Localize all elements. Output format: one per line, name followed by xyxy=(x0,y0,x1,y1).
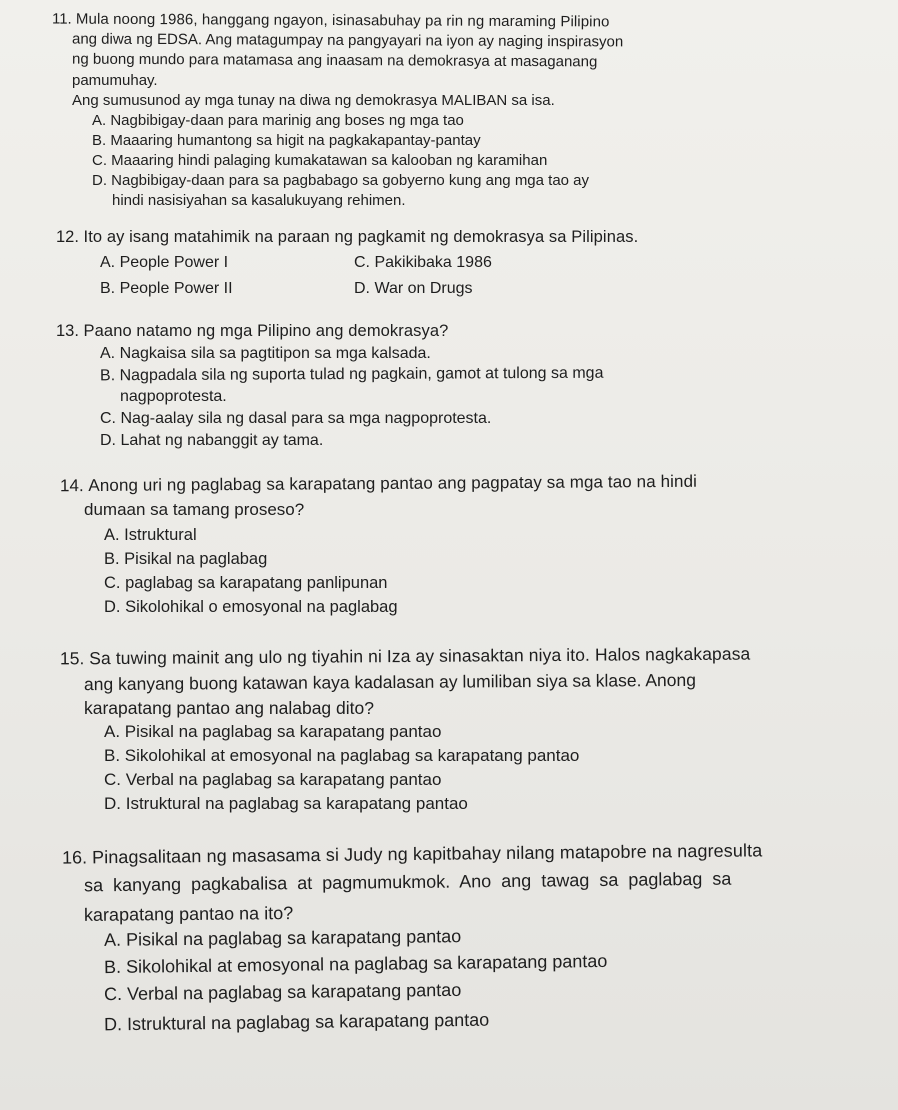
answer-option: B. Pisikal na paglabag xyxy=(104,550,268,568)
question-15-line-1 xyxy=(60,644,750,670)
answer-option: D. Lahat ng nabanggit ay tama. xyxy=(100,432,324,449)
answer-option: B. Sikolohikal at emosyonal na paglabag sa karapatang pantao xyxy=(104,746,580,765)
question-stem: karapatang pantao ang nalabag dito? xyxy=(84,698,374,718)
question-stem: karapatang pantao na ito? xyxy=(83,903,294,925)
question-stem: ng buong mundo para matamasa ang inaasam na demokrasya at masaganang xyxy=(71,50,598,71)
question-stem: Paano natamo ng mga Pilipino ang demokrasya? xyxy=(83,322,449,340)
answer-option: C. Maaaring hindi palaging kumakatawan sa kalooban ng karamihan xyxy=(92,152,548,169)
answer-option-continued: nagpoprotesta. xyxy=(120,388,227,405)
question-stem: Sa tuwing mainit ang ulo ng tiyahin ni Iza ay sinasaktan niya ito. Halos nagkakapasa xyxy=(89,643,751,669)
question-number: 16. xyxy=(61,847,88,868)
question-number: 11. xyxy=(51,10,72,28)
question-number: 13. xyxy=(56,322,79,340)
question-stem: ang kanyang buong katawan kaya kadalasan ay lumiliban siya sa klase. Anong xyxy=(83,669,696,695)
answer-option: A. Istruktural xyxy=(104,526,197,544)
question-13-line-1 xyxy=(56,322,448,341)
question-stem: Anong uri ng paglabag sa karapatang pantao ang pagpatay sa mga tao na hindi xyxy=(88,471,698,496)
answer-option: B. Nagpadala sila ng suporta tulad ng pagkain, gamot at tulong sa mga xyxy=(99,364,604,385)
answer-option: D. Istruktural na paglabag sa karapatang pantao xyxy=(103,1009,490,1035)
question-stem: Ang sumusunod ay mga tunay na diwa ng demokrasya MALIBAN sa isa. xyxy=(72,92,555,109)
answer-option: A. Pisikal na paglabag sa karapatang pantao xyxy=(103,926,462,950)
answer-option: A. Nagkaisa sila sa pagtitipon sa mga kalsada. xyxy=(100,345,431,362)
question-stem: dumaan sa tamang proseso? xyxy=(84,500,305,519)
answer-option: D. War on Drugs xyxy=(354,280,473,297)
question-stem: Ito ay isang matahimik na paraan ng pagkamit ng demokrasya sa Pilipinas. xyxy=(83,228,639,246)
question-14-line-1 xyxy=(60,472,697,496)
question-stem: Pinagsalitaan ng masasama si Judy ng kapitbahay nilang matapobre na nagresulta xyxy=(91,840,763,868)
answer-option: B. Maaaring humantong sa higit na pagkakapantay-pantay xyxy=(92,132,481,149)
answer-option: D. Istruktural na paglabag sa karapatang pantao xyxy=(104,794,468,813)
question-stem: sa kanyang pagkabalisa at pagmumukmok. Ano ang tawag sa paglabag sa xyxy=(83,868,732,896)
question-stem: Mula noong 1986, hanggang ngayon, isinasabuhay pa rin ng maraming Pilipino xyxy=(75,10,610,31)
answer-option: B. People Power II xyxy=(100,280,233,297)
answer-option: C. Verbal na paglabag sa karapatang pantao xyxy=(104,770,442,789)
question-number: 12. xyxy=(56,228,79,246)
answer-option: A. People Power I xyxy=(100,254,229,271)
question-number: 14. xyxy=(59,476,84,496)
question-stem: ang diwa ng EDSA. Ang matagumpay na pangyayari na iyon ay naging inspirasyon xyxy=(71,30,624,51)
answer-option-continued: hindi nasisiyahan sa kasalukuyang rehimen. xyxy=(112,192,406,209)
answer-option: C. paglabag sa karapatang panlipunan xyxy=(104,574,388,592)
question-12-line-1 xyxy=(56,228,638,247)
answer-option: B. Sikolohikal at emosyonal na paglabag sa karapatang pantao xyxy=(103,950,608,978)
answer-option: C. Pakikibaka 1986 xyxy=(354,254,492,271)
answer-option: D. Sikolohikal o emosyonal na paglabag xyxy=(104,598,398,616)
question-11-line-1 xyxy=(52,11,610,31)
answer-option: D. Nagbibigay-daan para sa pagbabago sa gobyerno kung ang mga tao ay xyxy=(92,172,590,189)
answer-option: C. Nag-aalay sila ng dasal para sa mga nagpoprotesta. xyxy=(100,410,492,427)
question-number: 15. xyxy=(59,648,85,669)
question-16-line-1 xyxy=(62,840,762,868)
answer-option: A. Pisikal na paglabag sa karapatang pantao xyxy=(104,722,442,741)
answer-option: A. Nagbibigay-daan para marinig ang boses ng mga tao xyxy=(92,112,464,129)
question-stem: pamumuhay. xyxy=(72,72,158,89)
answer-option: C. Verbal na paglabag sa karapatang pantao xyxy=(103,979,462,1005)
